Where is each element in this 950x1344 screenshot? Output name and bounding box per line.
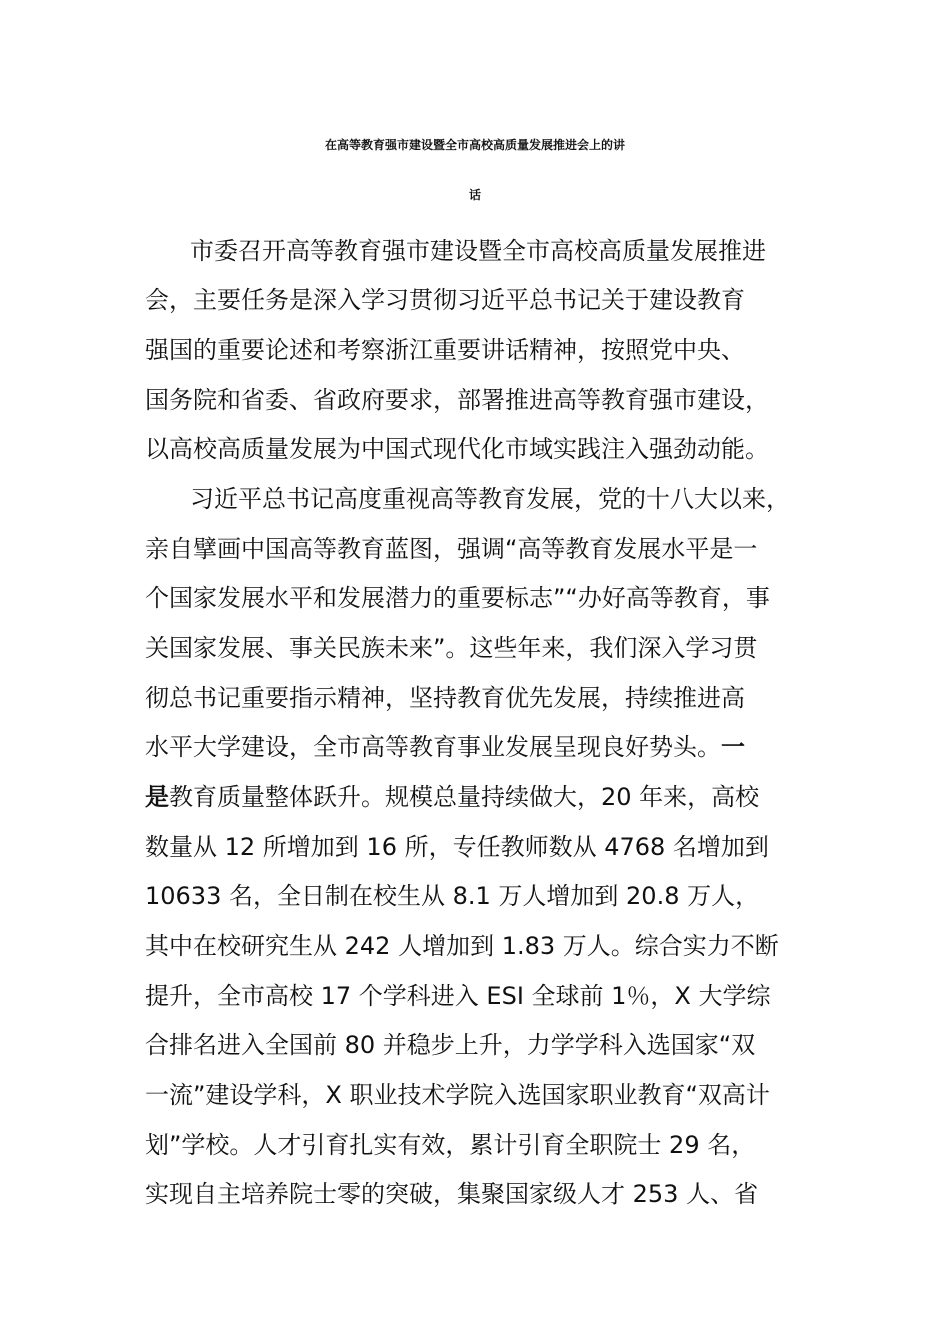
- text-run: 教育质量整体跃升。规模总量持续做大，20 年来，高校: [169, 783, 760, 811]
- emphasis-marker: 一: [721, 733, 745, 761]
- text-line: 彻总书记重要指示精神，坚持教育优先发展，持续推进高: [145, 684, 745, 712]
- document-title-line-1: 在高等教育强市建设暨全市高校高质量发展推进会上的讲: [324, 138, 625, 152]
- text-line: 提升，全市高校 17 个学科进入 ESI 全球前 1％，X 大学综: [145, 982, 771, 1010]
- text-line: 会，主要任务是深入学习贯彻习近平总书记关于建设教育: [145, 286, 745, 314]
- text-line: 实现自主培养院士零的突破，集聚国家级人才 253 人、省: [145, 1180, 759, 1208]
- text-line: 数量从 12 所增加到 16 所，专任教师数从 4768 名增加到: [145, 833, 769, 861]
- text-line: 个国家发展水平和发展潜力的重要标志”“办好高等教育，事: [145, 584, 770, 612]
- text-line: 其中在校研究生从 242 人增加到 1.83 万人。综合实力不断: [145, 932, 779, 960]
- text-line: 亲自擘画中国高等教育蓝图，强调“高等教育发展水平是一: [145, 535, 758, 563]
- text-line: 合排名进入全国前 80 并稳步上升，力学学科入选国家“双: [145, 1031, 756, 1059]
- text-line: 关国家发展、事关民族未来”。这些年来，我们深入学习贯: [145, 634, 758, 662]
- text-run: 水平大学建设，全市高等教育事业发展呈现良好势头。: [145, 733, 721, 761]
- emphasis-marker: 是: [145, 783, 169, 811]
- text-line: 10633 名，全日制在校生从 8.1 万人增加到 20.8 万人，: [145, 882, 760, 910]
- text-line: 一流”建设学科，X 职业技术学院入选国家职业教育“双高计: [145, 1081, 770, 1109]
- text-line: [145, 731, 745, 763]
- text-line: 国务院和省委、省政府要求，部署推进高等教育强市建设，: [145, 386, 769, 414]
- text-line: 以高校高质量发展为中国式现代化市域实践注入强劲动能。: [145, 435, 769, 463]
- text-line: 划”学校。人才引育扎实有效，累计引育全职院士 29 名，: [145, 1131, 756, 1159]
- text-line: 市委召开高等教育强市建设暨全市高校高质量发展推进: [190, 237, 766, 265]
- text-line: [145, 781, 759, 813]
- text-line: 习近平总书记高度重视高等教育发展，党的十八大以来，: [190, 485, 790, 513]
- document-title-line-2: 话: [468, 188, 481, 202]
- text-line: 强国的重要论述和考察浙江重要讲话精神，按照党中央、: [145, 336, 745, 364]
